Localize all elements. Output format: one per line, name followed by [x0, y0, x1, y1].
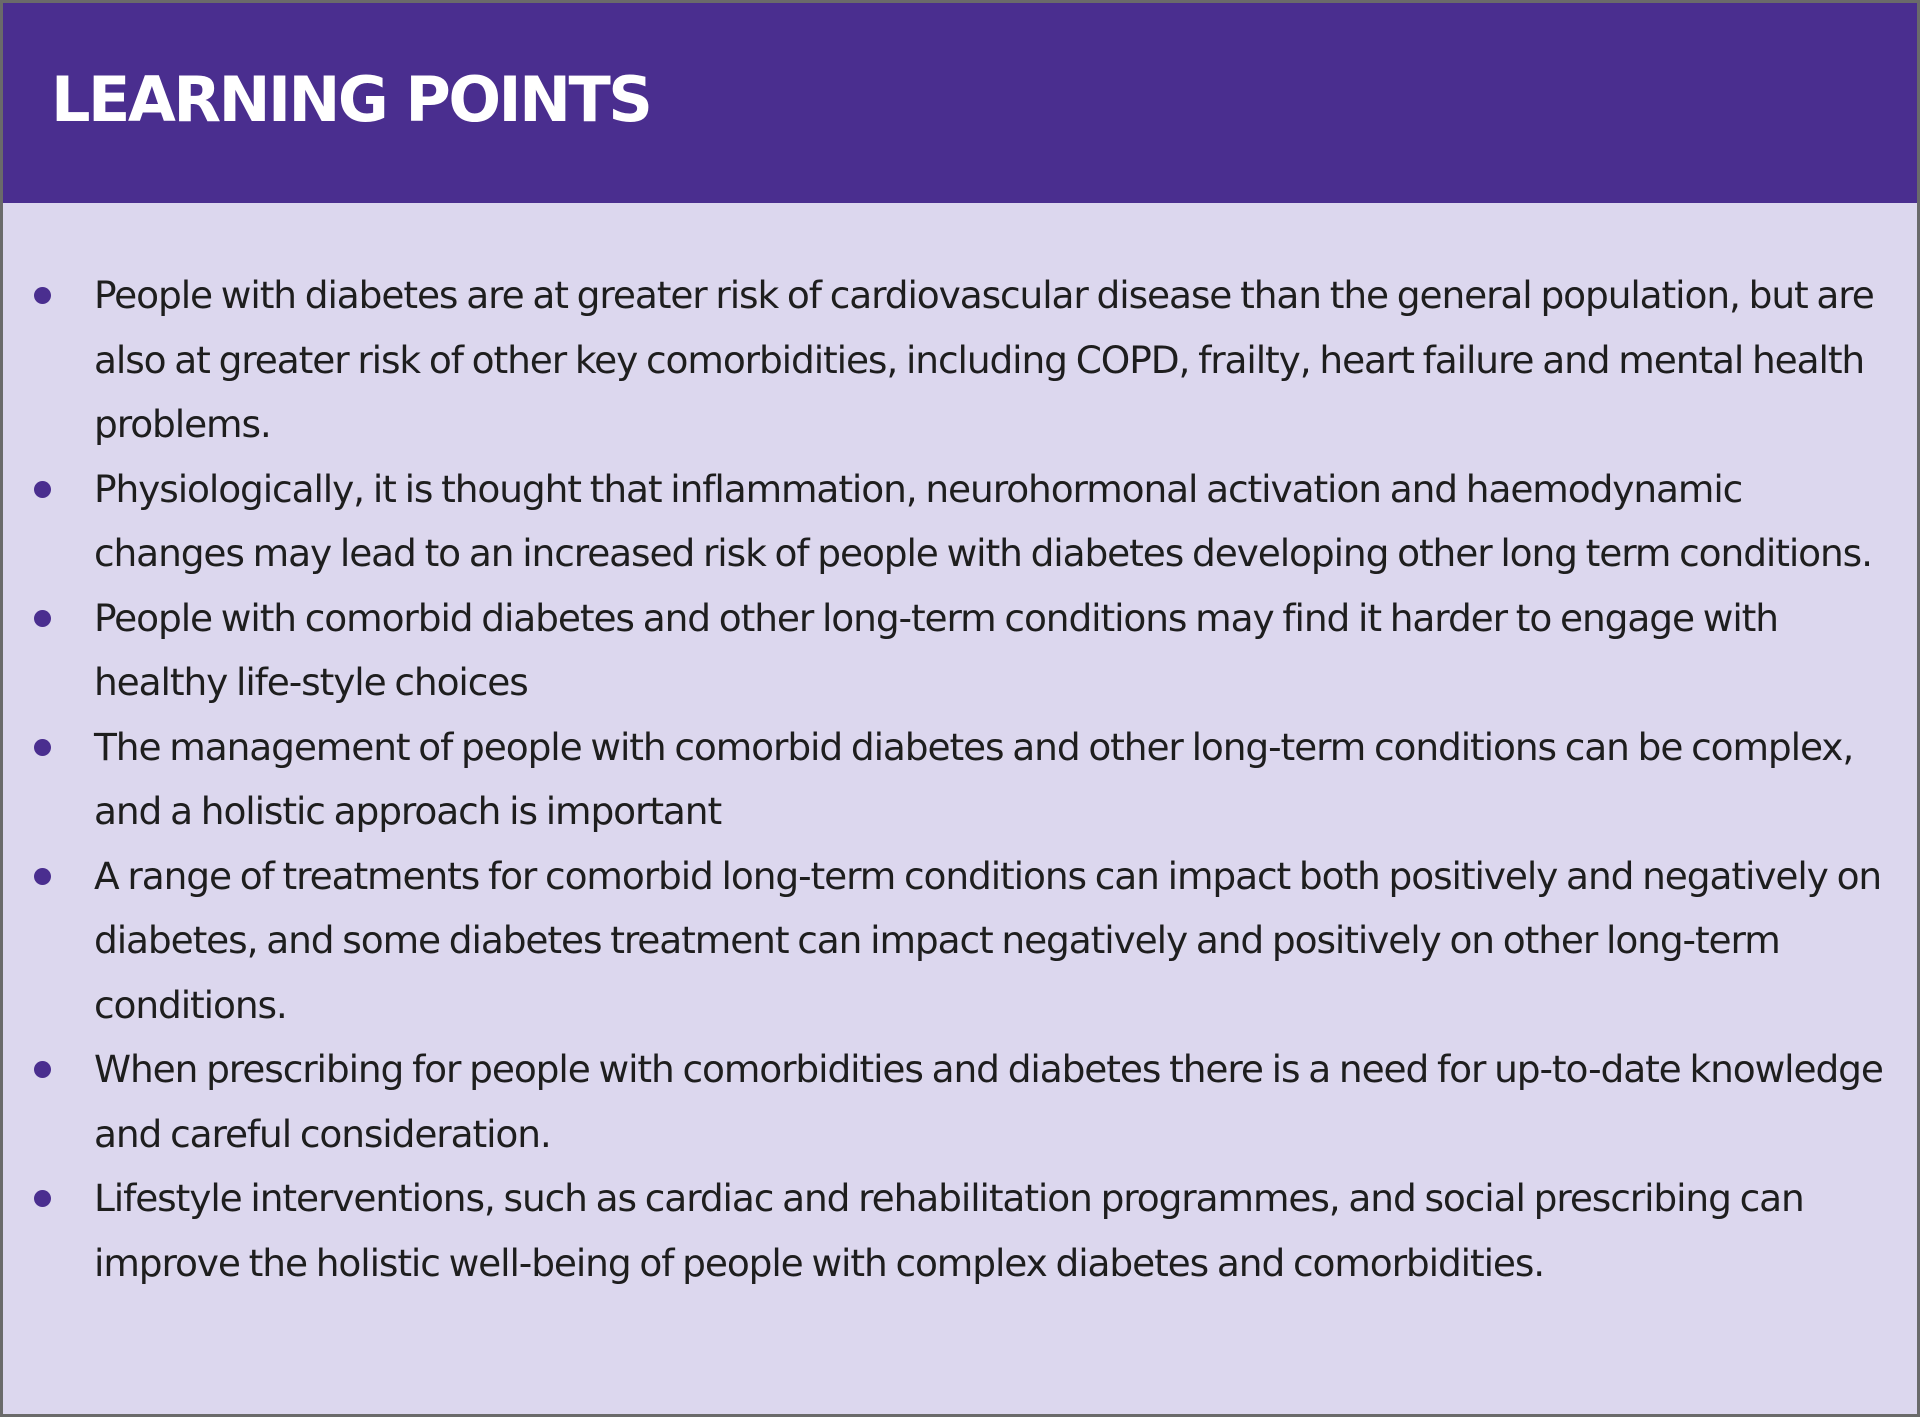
learning-point-5: [3, 844, 1897, 1038]
bullet-icon: [34, 610, 51, 627]
learning-point-text: Physiologically, it is thought that inflammation, neurohormonal activation and haemodynamic changes may lead to an increased risk of people with diabetes developing other long term conditions.: [94, 466, 1872, 575]
learning-point-6: [3, 1037, 1897, 1166]
learning-point-text: People with diabetes are at greater risk of cardiovascular disease than the general population, but are also at greater risk of other key comorbidities, including COPD, frailty, heart failure and mental health problems.: [94, 273, 1874, 446]
learning-point-3: [3, 586, 1897, 715]
bullet-icon: [34, 1190, 51, 1207]
bullet-icon: [34, 739, 51, 756]
bullet-icon: [34, 481, 51, 498]
header-title: LEARNING POINTS: [51, 62, 651, 136]
learning-points-header: [3, 3, 1917, 203]
learning-point-text: Lifestyle interventions, such as cardiac and rehabilitation programmes, and social prescribing can improve the holistic well-being of people with complex diabetes and comorbidities.: [94, 1176, 1804, 1285]
learning-point-2: [3, 457, 1897, 586]
bullet-icon: [34, 287, 51, 304]
learning-point-text: When prescribing for people with comorbidities and diabetes there is a need for up-to-date knowledge and careful consideration.: [94, 1047, 1883, 1156]
learning-points-list: [3, 203, 1917, 1295]
bullet-icon: [34, 1061, 51, 1078]
learning-point-1: [3, 263, 1897, 457]
learning-point-text: People with comorbid diabetes and other long-term conditions may find it harder to engage with healthy life-style choices: [94, 595, 1778, 704]
learning-point-7: [3, 1166, 1897, 1295]
learning-point-text: A range of treatments for comorbid long-term conditions can impact both positively and negatively on diabetes, and some diabetes treatment can impact negatively and positively on other long-term conditions.: [94, 853, 1882, 1027]
learning-point-4: [3, 715, 1897, 844]
bullet-icon: [34, 868, 51, 885]
learning-point-text: The management of people with comorbid diabetes and other long-term conditions can be complex, and a holistic approach is important: [94, 724, 1854, 833]
